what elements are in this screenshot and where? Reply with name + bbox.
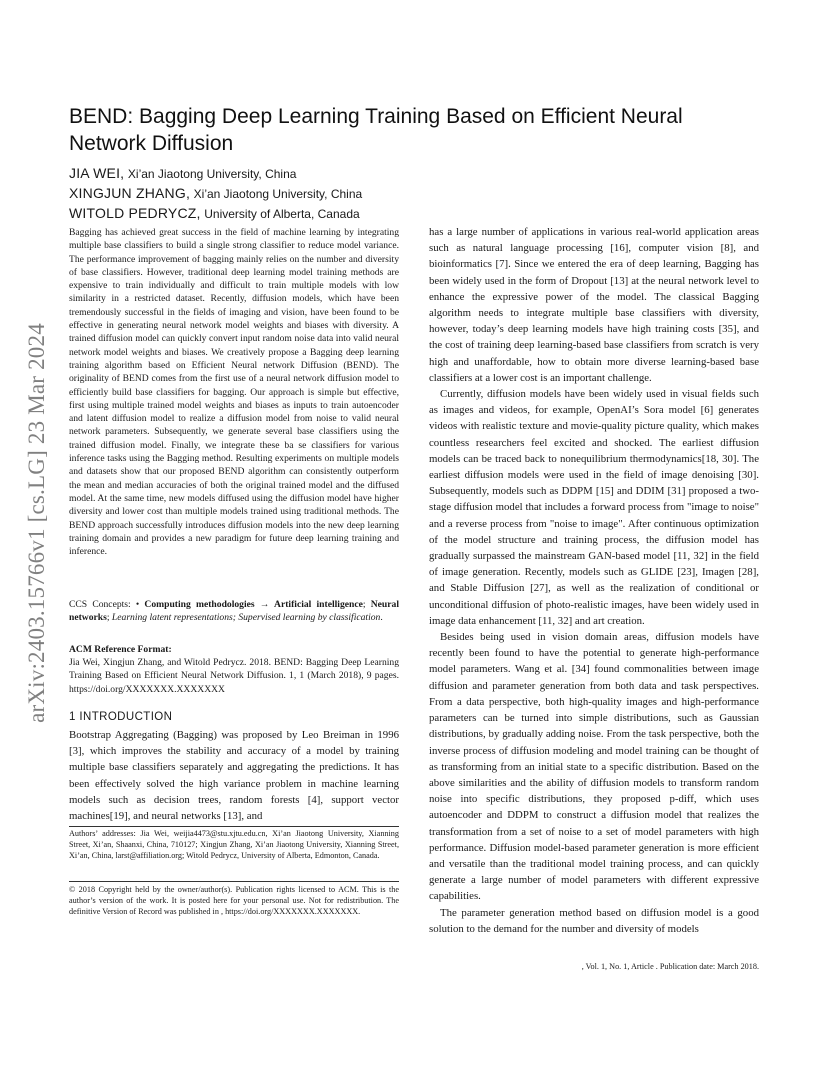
author-affiliation: University of Alberta, Canada <box>204 207 360 221</box>
author-name: JIA WEI, <box>69 165 125 181</box>
abstract: Bagging has achieved great success in the field of machine learning by integrating multiple base classifiers to build a single strong classifier to reduce model variance. The performance improvement of bagging mainly relies on the number and diversity of base classifiers. However, traditional deep learning model training methods are expensive to train individually and difficult to train multiple models with low similarity in a restricted dataset. Recently, diffusion models, which have been tremendously successful in the fields of imaging and vision, have been found to be effective in generating neural network model weights and biases with diversity. A trained diffusion model can quickly convert input random noise data into valid neural network model weights and biases. We creatively propose a Bagging deep learning training algorithm based on Efficient Neural network Diffusion (BEND). The originality of BEND comes from the first use of a neural network diffusion model to efficiently build base classifiers for bagging. Our approach is simple but effective, first using multiple trained model weights and biases as inputs to train autoencoder and latent diffusion model to realize a diffusion model from noise to valid neural network parameters. Subsequently, we generate several base classifiers using the trained diffusion model. Finally, we integrate these ba se classifiers for various inference tasks using the Bagging method. Resulting experiments on multiple models and datasets show that our proposed BEND algorithm can consistently outperform the mean and median accuracies of both the original trained model and the diffused model. At the same time, new models diffused using the diffusion model have higher diversity and lower cost than multiple models trained using traditional methods. The BEND approach successfully introduces diffusion models into the new deep learning training domain and provides a new paradigm for future deep learning training and inference. <box>69 227 399 558</box>
author-name: XINGJUN ZHANG, <box>69 185 191 201</box>
author-3 <box>69 204 759 224</box>
paragraph: Currently, diffusion models have been widely used in visual fields such as images and videos, for example, OpenAI’s Sora model [6] generates videos with realistic texture and movie-quality picture quality, which makes countless researchers feel excited and shocked. The earliest diffusion models can be traced back to nonequilibrium thermodynamics[18, 30]. The earliest diffusion models were used in the field of image denoising [30]. Subsequently, models such as DDPM [15] and DDIM [31] proposed a two-stage diffusion model that includes a forward process from "image to noise" and a reverse process from "noise to image". After continuous optimization of the model structure and training process, the diffusion model has gradually surpassed the mainstream GAN-based model [11, 32] in the field of image generation. Recently, models such as GLIDE [23], Imagen [28], and Stable Diffusion [27], as well as the realization of conditional or unconditional diffusion of photo-realistic images, have been widely used in image data enhancement [11, 32] and art creation. <box>429 388 759 627</box>
author-2 <box>69 184 759 204</box>
author-affiliation: Xi’an Jiaotong University, China <box>127 167 297 181</box>
ccs-separator: ; <box>106 612 112 624</box>
author-name: WITOLD PEDRYCZ, <box>69 205 201 221</box>
acm-reference-text: Jia Wei, Xingjun Zhang, and Witold Pedrycz. 2018. BEND: Bagging Deep Learning Training Based on Efficient Neural Network Diffusion. 1, 1 (March 2018), 9 pages. https://doi.org/XXXXXXX.XXXXXXX <box>69 657 399 695</box>
acm-reference-heading: ACM Reference Format: <box>69 644 172 655</box>
author-affiliation: Xi’an Jiaotong University, China <box>193 187 363 201</box>
ccs-suffix: . <box>380 612 383 624</box>
copyright-notice: © 2018 Copyright held by the owner/author(s). Publication rights licensed to ACM. This is the author’s version of the work. It is posted here for your personal use. Not for redistribution. The definitive Version of Record was published in , https://doi.org/XXXXXXX.XXXXXXX. <box>69 885 399 917</box>
author-addresses-footnote: Authors’ addresses: Jia Wei, weijia4473@stu.xjtu.edu.cn, Xi’an Jiaotong University, Xianning Street, Xi’an, Shaanxi, China, 710127; Xingjun Zhang, Xi’an Jiaotong University, Xianning Street, Xi’an, China, larst@affiliation.org; Witold Pedrycz, University of Alberta, Edmonton, Canada. <box>69 829 399 861</box>
ccs-concept-1: Computing methodologies → Artificial intelligence <box>144 599 363 610</box>
paragraph: has a large number of applications in various real-world application areas such as natural language processing [16], computer vision [8], and bioinformatics [7]. Since we entered the era of deep learning, Bagging has been widely used in the form of Dropout [13] at the neural network level to enhance the expressive power of the model. The classical Bagging algorithm needs to integrate multiple base classifiers with diversity, however, today’s deep learning models have high training costs [35], and the cost of training deep learning-based base classifiers from scratch is very high and unaffordable, how to obtain more diverse learning-based base classifiers at a lower cost is an important challenge. <box>429 226 759 384</box>
ccs-prefix: CCS Concepts: • <box>69 599 145 610</box>
right-column <box>429 224 759 937</box>
page-footer: , Vol. 1, No. 1, Article . Publication date: March 2018. <box>581 962 759 971</box>
ccs-concepts <box>69 598 399 625</box>
ccs-separator: ; <box>362 599 371 610</box>
arxiv-stamp <box>22 285 52 760</box>
arxiv-identifier: arXiv:2403.15766v1 [cs.LG] 23 Mar 2024 <box>24 322 49 723</box>
footnote-rule <box>69 826 399 827</box>
section-heading-introduction: 1 INTRODUCTION <box>69 711 173 723</box>
ccs-concept-3: Learning latent representations; Supervised learning by classification <box>111 612 381 624</box>
paragraph: Besides being used in vision domain areas, diffusion models have recently been found to have the potential to generate high-performance model parameters. Wang et al. [34] found commonalities between image diffusion and parameter generation from both data and task perspectives. From a data perspective, both high-quality images and high-performance parameters can be turned into simple distributions, such as Gaussian distributions, by gradually adding noise. From the task perspective, both the inverse process of diffusion modeling and model training can be thought of as transforming from an initial state to a specific distribution. Based on the above similarities and the ability of diffusion models to transform random noise into specific distributions, they proposed p-diff, which uses autoencoder and DDPM to construct a diffusion model that realizes the transformation from a set of noise to a set of model parameters with high performance. Diffusion model-based parameter generation is more efficient and versatile than the traditional model training process, and can quickly generate a large number of model parameters with different expressive capabilities. <box>429 631 759 903</box>
paper-title: BEND: Bagging Deep Learning Training Based on Efficient Neural Network Diffusion <box>69 105 683 155</box>
author-list <box>69 164 759 224</box>
author-1 <box>69 164 759 184</box>
copyright-rule <box>69 881 399 882</box>
ccs-concept-2: Neural networks <box>69 599 399 624</box>
paragraph: The parameter generation method based on diffusion model is a good solution to the demand for the number and diversity of models <box>429 906 759 935</box>
intro-left-column: Bootstrap Aggregating (Bagging) was proposed by Leo Breiman in 1996 [3], which improves the stability and accuracy of a model by training multiple base classifiers separately and aggregating the predictions. It has been effectively solved the high variance problem in machine learning models such as decision trees, random forests [4], support vector machines[19], and neural networks [13], and <box>69 729 399 823</box>
